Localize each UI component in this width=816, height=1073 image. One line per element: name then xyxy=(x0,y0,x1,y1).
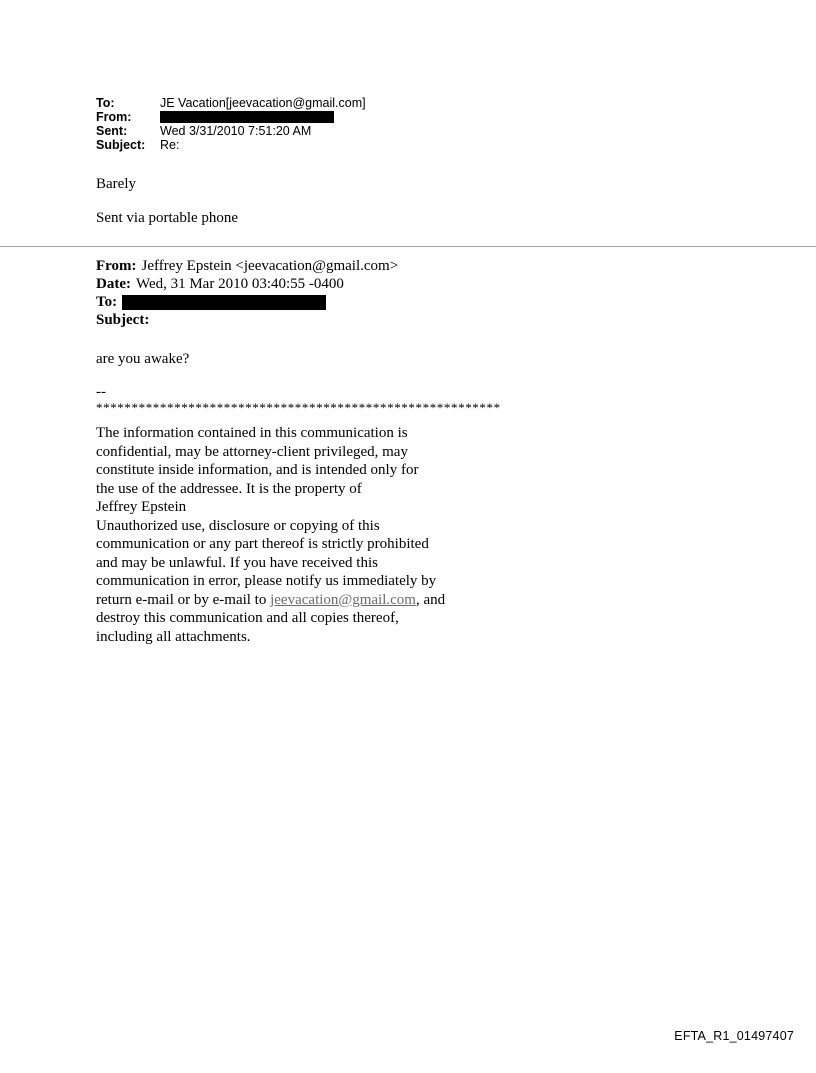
quoted-body: are you awake? xyxy=(96,351,190,367)
disclaimer-line: communication in error, please notify us immediately by xyxy=(96,573,437,589)
reply-body: Barely xyxy=(96,176,136,192)
quoted-from-value: Jeffrey Epstein <jeevacation@gmail.com> xyxy=(141,258,399,274)
quoted-subject-label: Subject: xyxy=(96,312,150,328)
quoted-subject-row xyxy=(96,311,398,329)
disclaimer-line: The information contained in this communication is xyxy=(96,425,408,441)
email-header xyxy=(96,96,366,152)
disclaimer-line: and may be unlawful. If you have received this xyxy=(96,554,378,571)
document-id: EFTA_R1_01497407 xyxy=(674,1029,794,1043)
quoted-date-row xyxy=(96,275,398,293)
disclaimer-line: confidential, may be attorney-client privileged, may xyxy=(96,443,408,460)
header-to-row xyxy=(96,96,366,110)
header-sent-value: Wed 3/31/2010 7:51:20 AM xyxy=(160,124,312,138)
message-divider xyxy=(0,246,816,247)
header-subject-value: Re: xyxy=(160,138,180,152)
disclaimer-line: including all attachments. xyxy=(96,628,251,645)
quoted-to-row xyxy=(96,293,398,311)
disclaimer-line: constitute inside information, and is intended only for xyxy=(96,462,419,478)
header-from-label: From: xyxy=(96,110,132,124)
disclaimer-line: communication or any part thereof is strictly prohibited xyxy=(96,536,429,552)
quoted-from-row xyxy=(96,257,398,275)
reply-signature: Sent via portable phone xyxy=(96,210,239,226)
disclaimer-stars: ********************************************************* xyxy=(96,400,501,415)
disclaimer-line: Jeffrey Epstein xyxy=(96,499,187,515)
disclaimer-dashes: -- xyxy=(96,384,106,400)
redaction-block xyxy=(160,111,334,123)
disclaimer-line: destroy this communication and all copies thereof, xyxy=(96,610,399,626)
header-sent-row xyxy=(96,124,366,138)
quoted-message-header xyxy=(96,257,398,329)
disclaimer-text: , and xyxy=(415,591,446,608)
quoted-date-label: Date: xyxy=(96,276,131,292)
quoted-date-value: Wed, 31 Mar 2010 03:40:55 -0400 xyxy=(135,276,344,292)
header-subject-row xyxy=(96,138,366,152)
disclaimer-text: return e-mail or by e-mail to xyxy=(96,591,271,608)
disclaimer-line: Unauthorized use, disclosure or copying of this xyxy=(96,517,380,534)
header-sent-label: Sent: xyxy=(96,124,128,138)
disclaimer-line: the use of the addressee. It is the property of xyxy=(96,480,362,497)
email-link[interactable]: jeevacation@gmail.com xyxy=(270,591,416,608)
header-from-row xyxy=(96,110,366,124)
disclaimer-line xyxy=(96,591,445,610)
header-to-value: JE Vacation[jeevacation@gmail.com] xyxy=(160,96,366,110)
quoted-from-label: From: xyxy=(96,258,137,274)
header-subject-label: Subject: xyxy=(96,138,146,152)
redaction-block xyxy=(122,295,326,310)
quoted-to-label: To: xyxy=(96,294,118,310)
header-to-label: To: xyxy=(96,96,115,110)
confidentiality-disclaimer xyxy=(96,424,445,646)
